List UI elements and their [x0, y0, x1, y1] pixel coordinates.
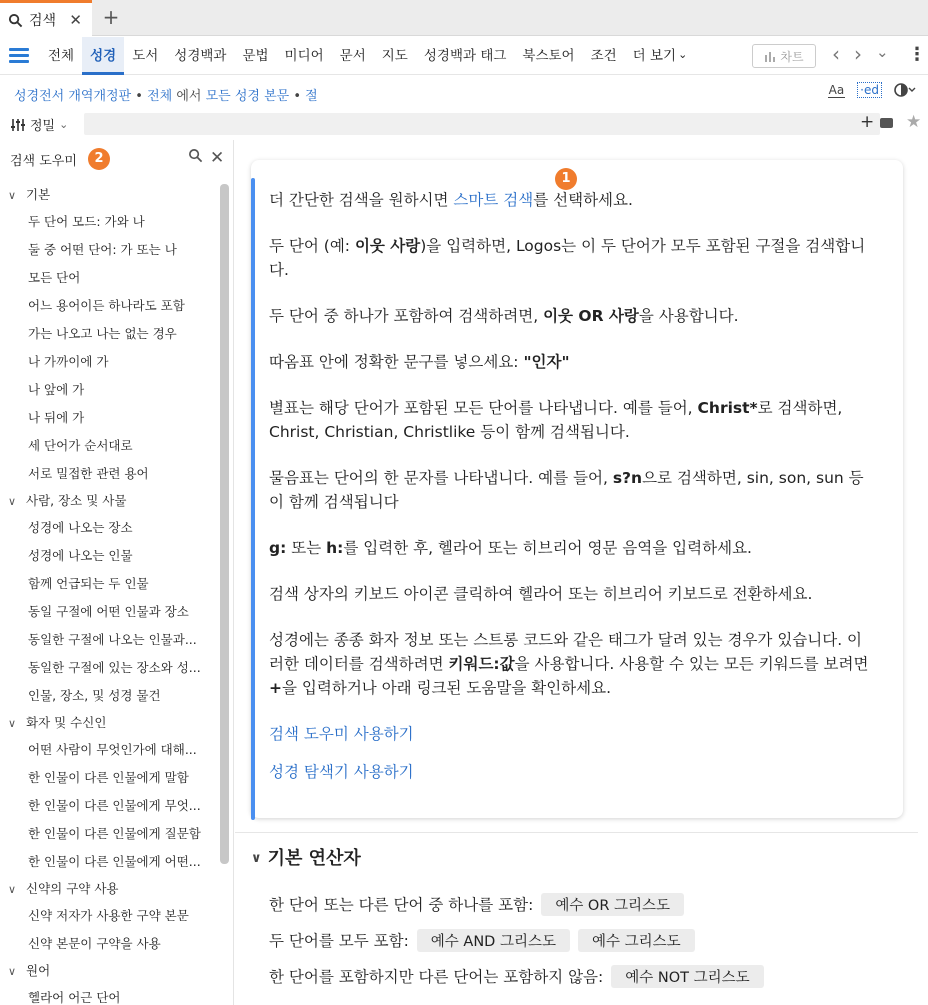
nav-tab[interactable]: 성경백과 태그 [423, 48, 507, 64]
help-text-span: 로 검색하면, Christ, Christian, Christlike 등이 함께 검색됩니다. [269, 399, 843, 441]
smart-search-link[interactable]: 스마트 검색 [453, 191, 534, 209]
nav-tab[interactable]: 더 보기 ⌄ [625, 37, 696, 75]
search-type-tabs [40, 37, 695, 75]
tree-group-label: 화자 및 수신인 [26, 715, 107, 730]
chevron-down-icon: ∨ [251, 851, 262, 866]
help-para [269, 188, 875, 212]
breadcrumb-text-type[interactable]: 모든 성경 본문 [205, 89, 290, 104]
operator-row [251, 922, 911, 958]
tree-group[interactable] [0, 182, 218, 208]
sliders-icon [10, 118, 26, 132]
tree-item[interactable]: 세 단어가 순서대로 [28, 438, 133, 453]
operator-label: 두 단어를 모두 포함: [269, 932, 409, 950]
help-bold: g: [269, 539, 287, 557]
helper-tree [0, 182, 218, 1005]
help-text-span: 성경에는 종종 화자 정보 또는 스트롱 코드와 같은 태그가 달려 있는 경우가 있습니다. 이러한 데이터를 검색하려면 [269, 631, 863, 673]
menu-icon[interactable] [9, 46, 29, 66]
tree-item[interactable]: 신약 저자가 사용한 구약 본문 [28, 908, 189, 923]
help-bold: h: [326, 539, 344, 557]
breadcrumb [14, 85, 318, 104]
tab-search[interactable] [0, 0, 92, 37]
tree-item[interactable]: 성경에 나오는 장소 [28, 520, 133, 535]
help-para: 검색 상자의 키보드 아이콘 클릭하여 헬라어 또는 히브리어 키보드로 전환하세요. [269, 585, 813, 603]
nav-tab[interactable]: 문법 [242, 48, 269, 64]
help-para [269, 536, 875, 560]
tree-item[interactable]: 인물, 장소, 및 성경 물건 [28, 688, 161, 703]
tree-item[interactable]: 동일한 구절에 있는 장소와 성... [28, 660, 201, 675]
more-options-icon[interactable]: ⋮ [908, 44, 926, 65]
bar-chart-icon [764, 50, 776, 62]
chevron-down-icon[interactable]: ⌄ [876, 43, 889, 61]
nav-tab[interactable]: 조건 [590, 48, 617, 64]
tree-group-label: 기본 [26, 187, 51, 202]
tree-item[interactable]: 한 인물이 다른 인물에게 말함 [28, 770, 189, 785]
help-card [251, 160, 903, 818]
tree-item[interactable]: 한 인물이 다른 인물에게 질문함 [28, 826, 201, 841]
new-tab-button[interactable]: + [102, 5, 120, 29]
inline-edit-button[interactable]: ·ed [857, 82, 882, 98]
help-text-span: 별표는 해당 단어가 포함된 모든 단어를 나타냅니다. 예를 들어, [269, 399, 698, 417]
sidebar-scrollbar[interactable] [220, 184, 229, 864]
font-size-button[interactable]: Aa [828, 82, 845, 97]
tree-item[interactable]: 한 인물이 다른 인물에게 어떤... [28, 854, 201, 869]
tree-item[interactable]: 나 가까이에 가 [28, 354, 109, 369]
tree-group[interactable] [0, 876, 218, 902]
search-type-nav [0, 37, 928, 75]
help-para [269, 628, 875, 700]
precision-dropdown[interactable] [10, 115, 68, 134]
operator-row [251, 958, 911, 994]
help-para [269, 466, 875, 514]
chart-label: 차트 [780, 49, 804, 64]
help-text-span: 을 사용합니다. 사용할 수 있는 모든 키워드를 보려면 [514, 655, 869, 673]
tree-group-label: 신약의 구약 사용 [26, 881, 119, 896]
tree-item[interactable]: 어떤 사람이 무엇인가에 대해... [28, 742, 197, 757]
operator-label: 한 단어 또는 다른 단어 중 하나를 포함: [269, 896, 534, 914]
operator-label: 한 단어를 포함하지만 다른 단어는 포함하지 않음: [269, 968, 604, 986]
help-para [269, 304, 875, 328]
help-bold: s?n [612, 469, 643, 487]
search-icon [8, 13, 23, 28]
section-divider [235, 832, 918, 833]
nav-tab[interactable]: 북스토어 [522, 48, 575, 64]
search-helper-panel [0, 140, 234, 1005]
precision-label: 정밀 [30, 119, 56, 134]
breadcrumb-unit[interactable]: 절 [305, 89, 318, 104]
help-text-span: 더 간단한 검색을 원하시면 [269, 191, 454, 209]
tree-item[interactable]: 동일한 구절에 나오는 인물과... [28, 632, 197, 647]
help-bold: Christ* [697, 399, 758, 417]
tree-item[interactable]: 가는 나오고 나는 없는 경우 [28, 326, 177, 341]
add-term-button[interactable]: + [860, 112, 875, 132]
help-text-span: 을 사용합니다. [638, 307, 739, 325]
tree-item[interactable]: 두 단어 모드: 가와 나 [28, 214, 145, 229]
help-text-span: 물음표는 단어의 한 문자를 나타냅니다. 예를 들어, [269, 469, 613, 487]
step-badge-2: 2 [88, 148, 110, 170]
help-bold: 키워드:값 [448, 655, 515, 673]
tree-item[interactable]: 성경에 나오는 인물 [28, 548, 133, 563]
help-para [269, 350, 875, 374]
chevron-down-icon: ∨ [8, 495, 17, 508]
breadcrumb-sep: • [131, 89, 148, 104]
next-arrow-icon[interactable]: › [854, 42, 862, 66]
tree-group[interactable] [0, 958, 218, 984]
star-icon[interactable]: ★ [906, 112, 922, 132]
display-mode-icon[interactable] [894, 83, 916, 97]
breadcrumb-in: 에서 [172, 89, 206, 104]
tree-item[interactable]: 함께 언급되는 두 인물 [28, 576, 149, 591]
operator-example-chip[interactable]: 예수 OR 그리스도 [541, 893, 684, 916]
help-bold: + [269, 679, 282, 697]
keyboard-icon[interactable] [880, 118, 893, 128]
operators-title: 기본 연산자 [267, 848, 361, 869]
help-bold: "인자" [523, 353, 570, 371]
help-text-span: 를 입력한 후, 헬라어 또는 히브리어 영문 음역을 입력하세요. [343, 539, 752, 557]
nav-tab[interactable]: 미디어 [284, 48, 324, 64]
nav-tab[interactable]: 도서 [132, 48, 159, 64]
nav-tab[interactable]: 전체 [48, 48, 75, 64]
prev-arrow-icon[interactable]: ‹ [832, 42, 840, 66]
nav-tab[interactable]: 지도 [381, 48, 408, 64]
operator-example-chip[interactable]: 예수 그리스도 [578, 929, 695, 952]
help-text-span: 따옴표 안에 정확한 문구를 넣으세요: [269, 353, 524, 371]
breadcrumb-bible[interactable]: 성경전서 개역개정판 [14, 89, 132, 104]
search-input[interactable] [84, 113, 880, 135]
breadcrumb-row [0, 76, 928, 110]
help-text [269, 188, 875, 798]
tree-item[interactable]: 한 인물이 다른 인물에게 무엇... [28, 798, 201, 813]
tree-item[interactable]: 신약 본문이 구약을 사용 [28, 936, 161, 951]
chevron-down-icon: ∨ [8, 717, 17, 730]
help-para [269, 234, 875, 282]
chevron-down-icon: ⌄ [59, 118, 69, 131]
search-bar-row [0, 111, 928, 137]
breadcrumb-sep: • [289, 89, 306, 104]
card-accent-bar [251, 178, 255, 820]
tree-item[interactable]: 어느 용어이든 하나라도 포함 [28, 298, 185, 313]
operator-rows [251, 886, 911, 994]
help-text-span: 를 선택하세요. [533, 191, 633, 209]
chevron-down-icon: ∨ [8, 883, 17, 896]
nav-tab[interactable]: 성경백과 [174, 48, 227, 64]
operator-row [251, 886, 911, 922]
chevron-down-icon: ∨ [8, 189, 17, 202]
tree-group[interactable] [0, 710, 218, 736]
tree-item[interactable]: 헬라어 어근 단어 [28, 990, 121, 1005]
help-text-span: 두 단어 (예: [269, 237, 355, 255]
nav-tab[interactable]: 문서 [339, 48, 366, 64]
chart-button[interactable] [752, 44, 816, 68]
help-text-span: 또는 [286, 539, 327, 557]
operator-example-chip[interactable]: 예수 AND 그리스도 [417, 929, 570, 952]
view-tools [828, 82, 916, 98]
operator-example-chip[interactable]: 예수 NOT 그리스도 [611, 965, 763, 988]
tree-item[interactable]: 모든 단어 [28, 270, 81, 285]
close-icon[interactable]: ✕ [210, 148, 225, 168]
step-badge-1: 1 [555, 168, 577, 190]
close-tab-icon[interactable]: ✕ [69, 11, 82, 29]
tree-item[interactable]: 서로 밀접한 관련 용어 [28, 466, 149, 481]
help-bold: 이웃 OR 사랑 [543, 307, 639, 325]
help-para [269, 396, 875, 444]
help-text-span: 으로 검색하면, sin, son, sun 등이 함께 검색됩니다 [269, 469, 864, 511]
nav-tab[interactable]: 성경 [82, 37, 124, 75]
bible-browser-guide-link[interactable]: 성경 탐색기 사용하기 [269, 763, 414, 781]
tree-group[interactable] [0, 488, 218, 514]
operators-header[interactable] [251, 844, 911, 874]
tree-item[interactable]: 동일 구절에 어떤 인물과 장소 [28, 604, 189, 619]
tab-title: 검색 [29, 13, 57, 29]
breadcrumb-range[interactable]: 전체 [147, 89, 173, 104]
help-text-span: )을 입력하면, Logos는 이 두 단어가 모두 포함된 구절을 검색합니다. [269, 237, 866, 279]
search-helper-guide-link[interactable]: 검색 도우미 사용하기 [269, 725, 414, 743]
help-text-span: 두 단어 중 하나가 포함하여 검색하려면, [269, 307, 544, 325]
help-bold: 이웃 사랑 [354, 237, 421, 255]
tree-item[interactable]: 나 앞에 가 [28, 382, 85, 397]
tree-group-label: 원어 [26, 963, 51, 978]
tree-item[interactable]: 둘 중 어떤 단어: 가 또는 나 [28, 242, 177, 257]
main-content [235, 140, 928, 1005]
tree-item[interactable]: 나 뒤에 가 [28, 410, 85, 425]
tab-strip [0, 0, 928, 36]
tree-group-label: 사람, 장소 및 사물 [26, 493, 127, 508]
chevron-down-icon: ∨ [8, 965, 17, 978]
panel-title: 검색 도우미 [10, 154, 77, 169]
search-icon[interactable] [188, 148, 203, 163]
help-text-span: 을 입력하거나 아래 링크된 도움말을 확인하세요. [282, 679, 612, 697]
basic-operators-section [251, 844, 911, 994]
